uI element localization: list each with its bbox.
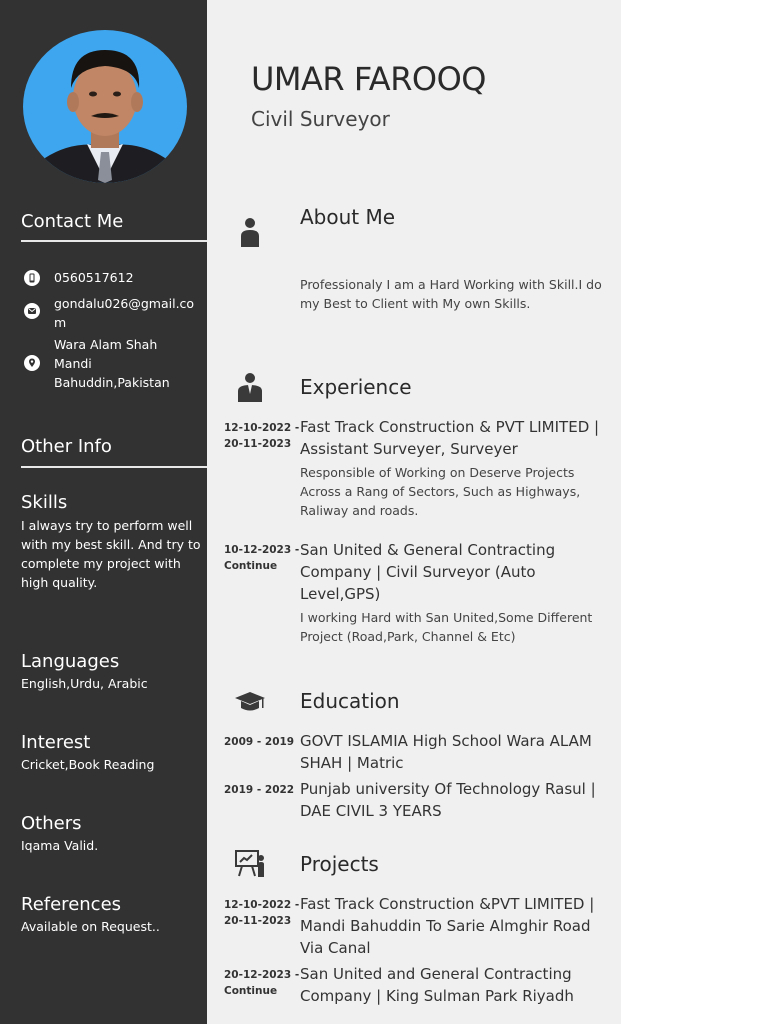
languages-text: English,Urdu, Arabic — [21, 676, 148, 691]
about-title: About Me — [300, 205, 396, 229]
experience-date: 10-12-2023 - Continue — [224, 544, 300, 572]
other-info-divider — [21, 466, 207, 468]
others-title: Others — [21, 813, 82, 834]
skills-title: Skills — [21, 492, 68, 513]
education-title: Education — [300, 689, 400, 713]
phone-icon — [24, 270, 40, 286]
presentation-icon — [233, 846, 267, 880]
skills-text: I always try to perform well with my best skill. And try to complete my project with high quality. — [21, 518, 201, 590]
businessman-icon — [233, 370, 267, 404]
education-entry-title: GOVT ISLAMIA High School Wara ALAM SHAH | Matric — [300, 732, 592, 772]
job-title: Civil Surveyor — [251, 107, 390, 131]
location-icon — [24, 355, 40, 371]
project-date: 20-12-2023 - Continue — [224, 969, 300, 997]
project-entry-title: Fast Track Construction &PVT LIMITED | Mandi Bahuddin To Sarie Almghir Road Via Canal — [300, 895, 595, 957]
main-content — [207, 0, 621, 1024]
contact-heading: Contact Me — [21, 211, 124, 232]
person-icon — [233, 214, 267, 248]
others-text: Iqama Valid. — [21, 838, 99, 853]
education-entry-title: Punjab university Of Technology Rasul | DAE CIVIL 3 YEARS — [300, 780, 596, 820]
sidebar — [0, 0, 207, 1024]
projects-title: Projects — [300, 852, 379, 876]
references-text: Available on Request.. — [21, 919, 160, 934]
address-text: Wara Alam Shah Mandi Bahuddin,Pakistan — [54, 337, 170, 390]
education-date: 2019 - 2022 — [224, 784, 295, 796]
graduation-cap-icon — [233, 686, 267, 720]
profile-photo — [23, 30, 187, 183]
email-icon — [24, 303, 40, 319]
email-text: gondalu026@gmail.com — [54, 296, 195, 330]
phone-text: 0560517612 — [54, 270, 134, 285]
other-info-heading: Other Info — [21, 436, 112, 457]
experience-entry-title: San United & General Contracting Company | Civil Surveyor (Auto Level,GPS) — [300, 541, 556, 603]
interest-title: Interest — [21, 732, 91, 753]
languages-title: Languages — [21, 651, 120, 672]
education-date: 2009 - 2019 — [224, 736, 295, 748]
project-entry-title: San United and General Contracting Company | King Sulman Park Riyadh — [300, 965, 574, 1005]
project-date: 12-10-2022 - 20-11-2023 — [224, 899, 300, 927]
interest-text: Cricket,Book Reading — [21, 757, 155, 772]
contact-divider — [21, 240, 207, 242]
experience-entry-desc: Responsible of Working on Deserve Projects Across a Rang of Sectors, Such as Highways, Raliway and roads. — [300, 465, 581, 518]
person-name: UMAR FAROOQ — [251, 60, 486, 98]
experience-entry-desc: I working Hard with San United,Some Different Project (Road,Park, Channel & Etc) — [300, 610, 593, 644]
about-text: Professionaly I am a Hard Working with Skill.I do my Best to Client with My own Skills. — [300, 277, 602, 311]
experience-title: Experience — [300, 375, 412, 399]
experience-date: 12-10-2022 - 20-11-2023 — [224, 422, 300, 450]
references-title: References — [21, 894, 122, 915]
experience-entry-title: Fast Track Construction & PVT LIMITED | Assistant Surveyer, Surveyer — [300, 418, 600, 458]
